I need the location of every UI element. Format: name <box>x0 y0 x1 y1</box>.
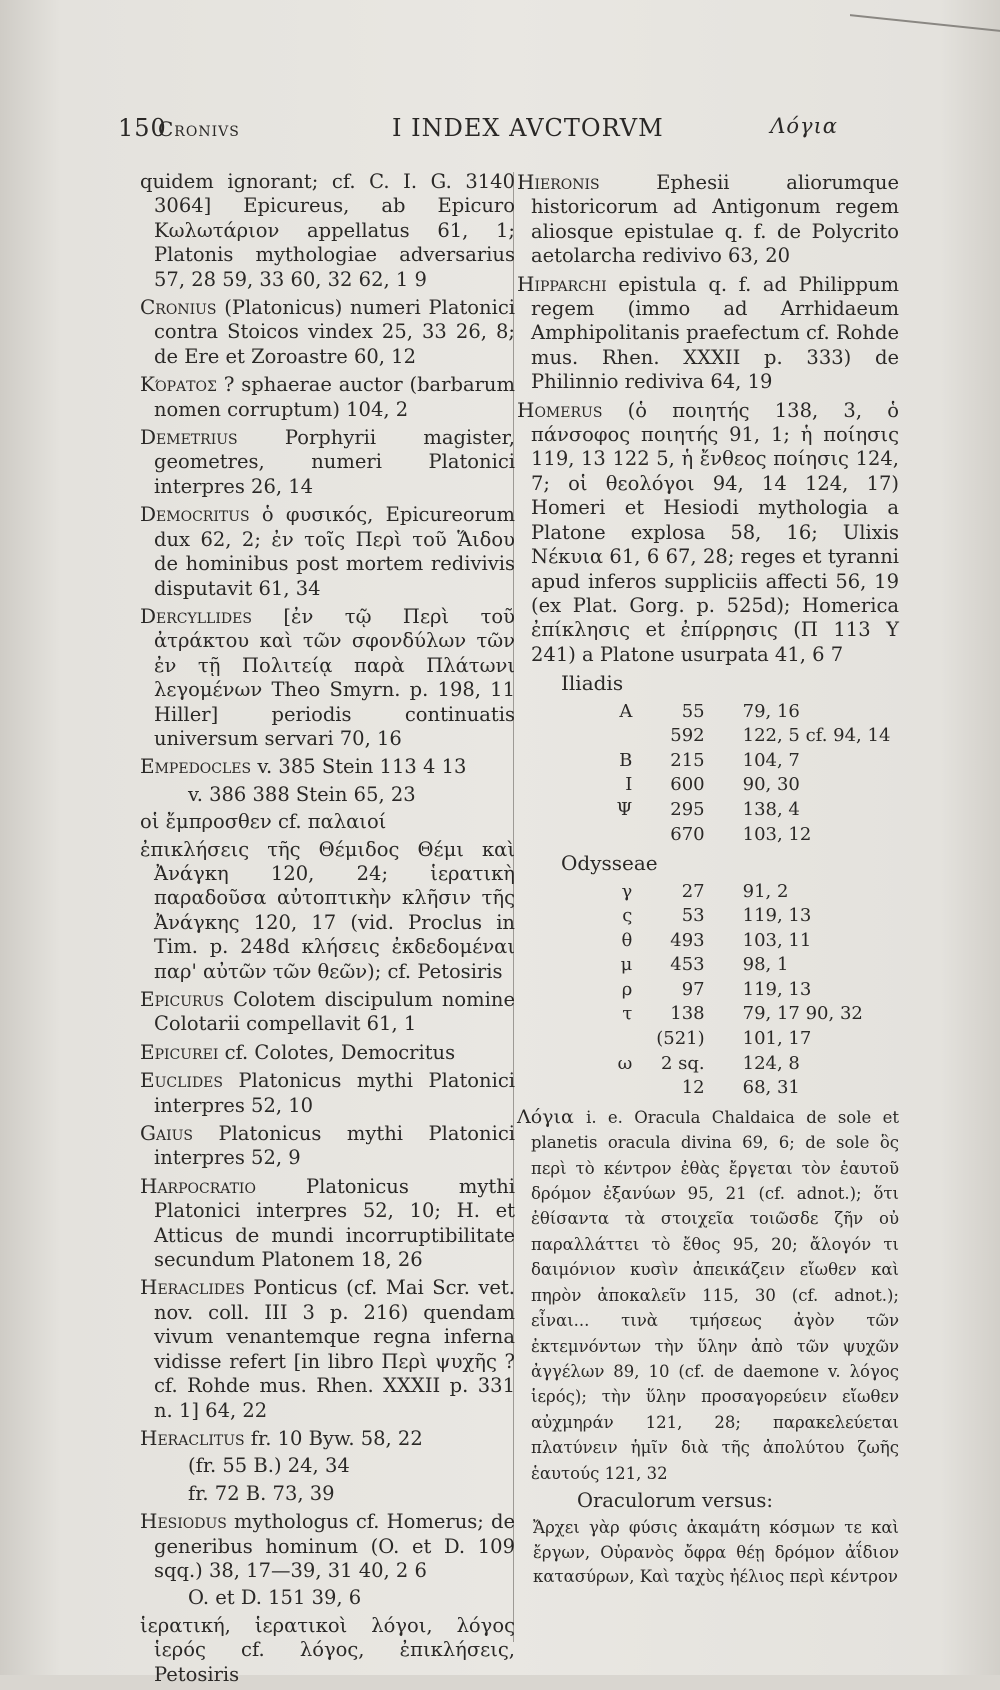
entry-text: Ponticus (cf. Mai Scr. vet. nov. coll. III 3 p. 216) quendam vivum venantemque regna inferna vidisse refert [in libro Περὶ ψυχῆς ? cf. Rohde mus. Rhen. XXXII p. 331 n. 1] 64, 22 <box>154 1276 516 1422</box>
catchword: Λόγια <box>770 114 838 138</box>
verse-number: 2 sq. <box>660 1052 705 1074</box>
odyssey-row <box>517 880 899 905</box>
entry-text: Colotem discipulum nomine Colotarii compellavit 61, 1 <box>154 988 515 1036</box>
verse-number: 27 <box>681 880 705 902</box>
book-label <box>517 823 632 848</box>
iliad-row <box>517 700 899 725</box>
entry-lemma: Hesiodus <box>140 1509 227 1534</box>
left-subentry: v. 386 388 Stein 65, 23 <box>188 782 416 806</box>
iliad-heading: Iliadis <box>561 671 624 696</box>
entry-lemma: Demetrius <box>140 425 238 450</box>
entry-text: mythologus cf. Homerus; de generibus hominum (O. et D. 109 sqq.) 38, 17—39, 31 40, 2 6 <box>154 1510 515 1582</box>
book-label <box>517 1076 632 1101</box>
page-fold <box>850 0 1000 32</box>
section-title: I INDEX AVCTORVM <box>392 114 664 142</box>
versus-heading: Oraculorum versus: <box>577 1488 773 1512</box>
book-label: ω <box>617 1052 633 1074</box>
left-index-entry <box>140 1174 515 1273</box>
left-index-entry <box>140 810 515 834</box>
right-index-entry <box>517 272 899 395</box>
left-subentry: fr. 72 B. 73, 39 <box>188 1481 335 1505</box>
left-index-entry <box>140 170 515 292</box>
page-number: 150 <box>118 114 167 142</box>
iliad-table <box>517 671 899 847</box>
book-label: γ <box>621 880 633 902</box>
book-label: ρ <box>621 978 633 1000</box>
page-reference: 101, 17 <box>742 1028 812 1050</box>
odyssey-row <box>517 1027 899 1052</box>
iliad-row <box>517 749 899 774</box>
left-index-entry <box>140 1614 515 1687</box>
entry-lemma: Κόρατος ? <box>140 372 235 397</box>
verse-number: 592 <box>670 725 705 747</box>
left-subentry: O. et D. 151 39, 6 <box>188 1586 362 1610</box>
book-label: τ <box>622 1003 633 1025</box>
left-index-entry <box>140 1426 515 1451</box>
right-index-entry <box>517 170 899 269</box>
entry-text: fr. 10 Byw. 58, 22 <box>250 1426 423 1450</box>
entry-lemma: Epicurus <box>140 987 224 1011</box>
entry-text: Platonicus mythi Platonici interpres 52, 10 <box>154 1069 516 1117</box>
entry-lemma: Empedocles <box>140 754 252 779</box>
odyssey-row <box>517 929 899 954</box>
odyssey-row <box>517 1076 899 1101</box>
entry-text: sphaerae auctor (barbarum nomen corruptum) 104, 2 <box>154 373 515 421</box>
entry-lemma: Hieronis <box>517 170 600 194</box>
odyssey-row <box>517 953 899 978</box>
entry-text: i. e. Oracula Chaldaica de sole et planetis oracula divina 69, 6; de sole ὃς περὶ τὸ κέντρον ἐθὰς ἔργεται τὸν ἑαυτοῦ δρόμον ἐξανύων 95, 21 (cf. adnot.); ὅτι ἐθίσαντα τὰ στοιχεῖα τοιῶσδε ζῆν οὐ παραλλάττει τὸ ἔθος 95, 20; ἄλογόν τι δαιμόνιον κυσὶν ἀπεικάζειν εἴωθεν καὶ πηρὸν ἀποκαλεῖν 115, 30 (cf. adnot.); εἶναι... τινὰ τμήσεως ἀγὸν τῶν ἐκτεμνόντων τὴν ὕλην ἀπὸ τῶν ψυχῶν ἀγγέλων 89, 10 (cf. de daemone v. λόγος ἱερός); τὴν ὕλην προσαγορεύειν εἴωθεν αὐχμηράν 121, 28; παρακελεύεται πλατύνειν ἡμῖν διὰ τῆς ἀπολύτου ζωῆς ἑαυτούς 121, 32 <box>531 1107 899 1483</box>
left-index-entry <box>140 604 515 751</box>
entry-lemma: Dercyllides <box>140 603 252 628</box>
entry-text: (Platonicus) numeri Platonici contra Stoicos vindex 25, 33 26, 8; de Ere et Zoroastre 60, 12 <box>154 296 515 368</box>
verse-number: 97 <box>681 978 705 1000</box>
left-index-entry <box>140 754 515 779</box>
book-label: Α <box>619 700 633 722</box>
verse-number: 453 <box>670 954 705 976</box>
verse-number: 138 <box>670 1003 705 1025</box>
entry-text: ἱερατική, ἱερατικοὶ λόγοι, λόγος ἱερός cf. λόγος, ἐπικλήσεις, Petosiris <box>140 1613 515 1686</box>
odyssey-table <box>517 851 899 1101</box>
verse-number: 493 <box>670 929 705 951</box>
book-label <box>517 1027 632 1052</box>
page-reference: 91, 2 <box>742 880 789 902</box>
left-index-entry <box>140 295 515 369</box>
entry-text: (ὁ ποιητής 138, 3, ὁ πάνσοφος ποιητής 91, 1; ἡ ποίησις 119, 13 122 5, ἡ ἔνθεος ποίησις 124, 7; οἱ θεολόγοι 94, 14 124, 17) Homeri et Hesiodi mythologia a Platone explosa 58, 16; Ulixis Νέκυια 61, 6 67, 28; reges et tyranni apud inferos suppliciis affecti 56, 19 (ex Plat. Gorg. p. 525d); Homerica ἐπίκλησις et ἐπίρρησις (Π 113 Υ 241) a Platone usurpata 41, 6 7 <box>531 398 899 666</box>
entry-text: Platonicus mythi Platonici interpres 52, 9 <box>154 1122 515 1170</box>
entry-lemma: Epicurei <box>140 1039 219 1064</box>
book-label: μ <box>620 954 633 976</box>
book-label: Ψ <box>616 798 633 820</box>
page-reference: 98, 1 <box>742 954 789 976</box>
verse-number: 12 <box>681 1077 705 1099</box>
page-reference: 119, 13 <box>742 905 812 927</box>
book-label <box>517 724 632 749</box>
entry-lemma: Gaius <box>140 1121 194 1146</box>
page-reference: 79, 17 90, 32 <box>742 1003 863 1025</box>
entry-lemma: Harpocratio <box>140 1173 256 1198</box>
entry-text: Platonicus mythi Platonici interpres 52, 10; H. et Atticus de mundi incorruptibilitate secundum Platonem 18, 26 <box>154 1174 515 1272</box>
verse-number: 215 <box>670 749 705 771</box>
entry-lemma: Homerus <box>517 397 603 422</box>
page-reference: 122, 5 cf. 94, 14 <box>742 725 891 747</box>
left-index-entry <box>140 1121 515 1171</box>
right-entries <box>517 170 899 667</box>
left-index-entry <box>140 1275 515 1422</box>
iliad-row <box>517 773 899 798</box>
entry-text: [ἐν τῷ Περὶ τοῦ ἀτράκτου καὶ τῶν σφονδύλων τῶν ἐν τῇ Πολιτείᾳ παρὰ Πλάτωνι λεγομένων Theo Smyrn. p. 198, 11 Hiller] periodis continuatis universum servari 70, 16 <box>154 604 515 750</box>
left-column <box>140 170 515 1690</box>
page-reference: 90, 30 <box>742 774 800 796</box>
right-index-entry <box>517 398 899 667</box>
odyssey-row <box>517 904 899 929</box>
odyssey-row <box>517 978 899 1003</box>
odyssey-heading: Odysseae <box>561 851 658 876</box>
left-subentry: (fr. 55 B.) 24, 34 <box>188 1454 350 1478</box>
page-reference: 103, 12 <box>742 823 812 845</box>
page-reference: 79, 16 <box>742 700 800 722</box>
index-entry-logia <box>517 1105 899 1486</box>
page-reference: 138, 4 <box>742 798 800 820</box>
entry-text: Porphyrii magister, geometres, numeri Platonici interpres 26, 14 <box>154 426 516 498</box>
page-reference: 68, 31 <box>742 1077 800 1099</box>
book-label: ς <box>622 905 633 927</box>
left-index-entry <box>140 425 515 499</box>
iliad-row <box>517 798 899 823</box>
entry-text: ὁ φυσικός, Epicureorum dux 62, 2; ἐν τοῖς Περὶ τοῦ Ἅιδου de hominibus post mortem redivivis disputavit 61, 34 <box>154 503 516 600</box>
right-column <box>517 170 899 1590</box>
left-index-entry <box>140 502 515 601</box>
iliad-row <box>517 724 899 749</box>
book-label: θ <box>621 929 633 951</box>
entry-text: quidem ignorant; cf. C. I. G. 3140 3064] Epicureus, ab Epicuro Κωλωτάριον appellatus 61, 1; Platonis mythologiae adversarius 57, 28 59, 33 60, 32 62, 1 9 <box>140 170 515 291</box>
entry-lemma: Hipparchi <box>517 271 607 296</box>
entry-lemma: Λόγια <box>517 1105 574 1128</box>
left-index-entry <box>140 1509 515 1583</box>
left-index-entry <box>140 372 515 422</box>
entry-text: v. 385 Stein 113 4 13 <box>257 755 467 779</box>
entry-lemma: Heraclides <box>140 1275 245 1300</box>
entry-text: Ephesii aliorumque historicorum ad Antigonum regem aliosque epistulae q. f. de Polycrito aetolarcha redivivo 63, 20 <box>531 171 899 268</box>
entry-text: cf. Colotes, Democritus <box>224 1040 456 1064</box>
iliad-row <box>517 823 899 848</box>
entry-lemma: Heraclitus <box>140 1425 245 1450</box>
left-index-entry <box>140 987 515 1037</box>
verse-number: 600 <box>670 774 705 796</box>
running-header <box>118 114 838 148</box>
verse-number: (521) <box>656 1028 705 1050</box>
entry-text: οἱ ἔμπροσθεν cf. παλαιοί <box>140 810 387 834</box>
entry-text: ἐπικλήσεις τῆς Θέμιδος Θέμι καὶ Ἀνάγκη 120, 24; ἱερατικὴ παραδοῦσα αὐτοπτικὴν κλῆσιν τῆς Ἀνάγκης 120, 17 (vid. Proclus in Tim. p. 248d κλήσεις ἐκδεδομέναι παρ' αὐτῶν τῶν θεῶν); cf. Petosiris <box>140 837 515 983</box>
verse-number: 670 <box>670 823 705 845</box>
entry-lemma: Euclides <box>140 1068 223 1093</box>
book-label: Β <box>619 749 633 771</box>
entry-lemma: Democritus <box>140 502 250 527</box>
entry-text: epistula q. f. ad Philippum regem (immo ad Arrhidaeum Amphipolitanis praefectum cf. Rohde mus. Rhen. XXXII p. 333) de Philinnio rediviva 64, 19 <box>531 272 900 394</box>
verse-number: 55 <box>681 700 705 722</box>
page-reference: 104, 7 <box>742 749 800 771</box>
entry-lemma: Cronius <box>140 295 217 320</box>
oracle-verse: Ἄρχει γὰρ φύσις ἀκαμάτη κόσμων τε καὶ ἔργων, Οὐρανὸς ὄφρα θέῃ δρόμον ἀΐδιον κατασύρων, Καὶ ταχὺς ἠέλιος περὶ κέντρον <box>533 1518 899 1587</box>
page-reference: 119, 13 <box>742 978 812 1000</box>
book-label: Ι <box>625 774 633 796</box>
left-index-entry <box>140 1068 515 1118</box>
verse-number: 295 <box>670 798 705 820</box>
odyssey-row <box>517 1002 899 1027</box>
running-title: Cronivs <box>158 117 240 141</box>
page-reference: 103, 11 <box>742 929 812 951</box>
verse-number: 53 <box>681 905 705 927</box>
page-reference: 124, 8 <box>742 1052 800 1074</box>
left-index-entry <box>140 1040 515 1065</box>
left-index-entry <box>140 838 515 984</box>
odyssey-row <box>517 1052 899 1077</box>
